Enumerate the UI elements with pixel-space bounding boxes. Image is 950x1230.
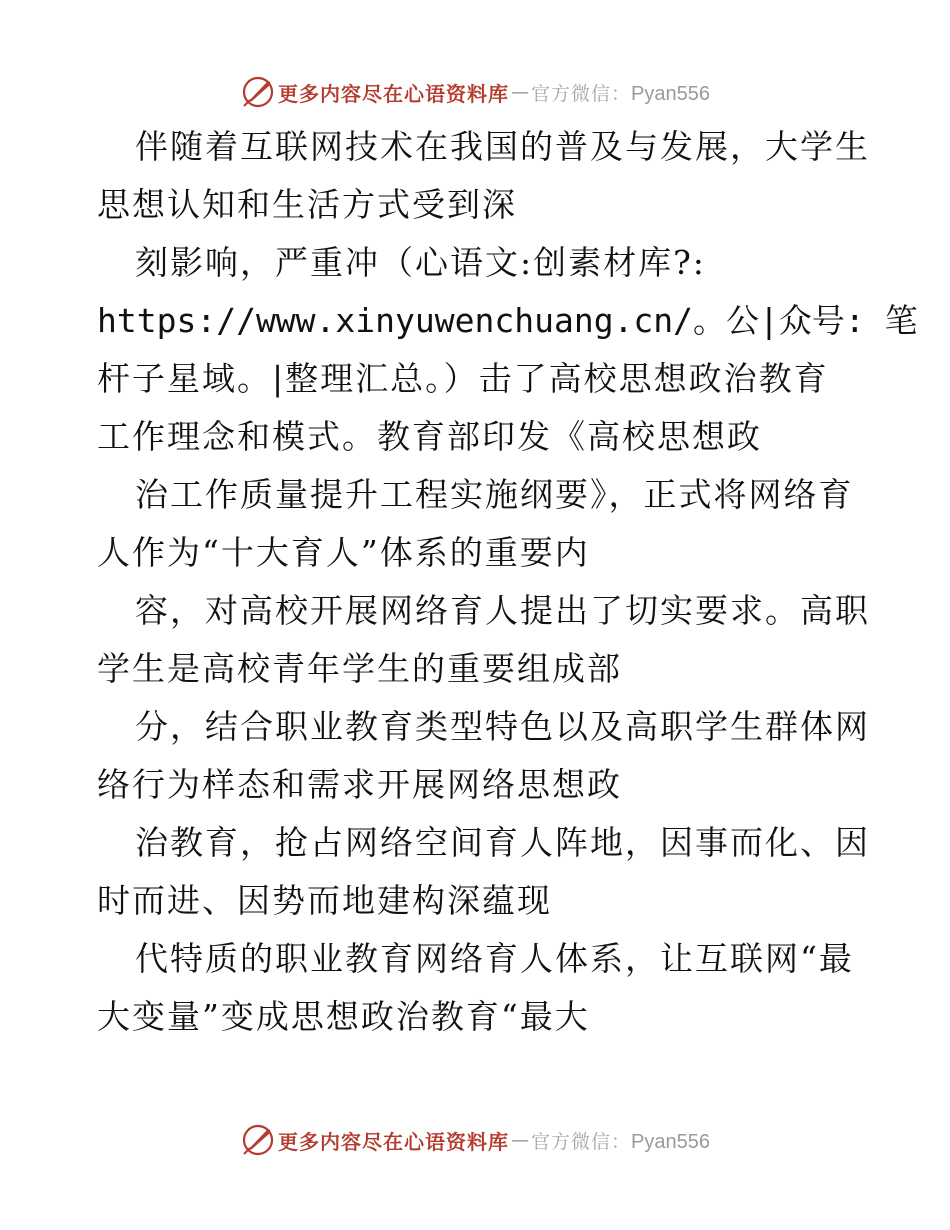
document-body [97,118,918,1046]
text-line: 分，结合职业教育类型特色以及高职学生群体网 [135,707,870,746]
text-line: 代特质的职业教育网络育人体系，让互联网“最 [135,939,854,978]
banner-wechat [531,1127,710,1154]
text-line: 络行为样态和需求开展网络思想政 [97,765,622,804]
text-line: 思想认知和生活方式受到深 [97,185,517,224]
text-line: 治教育，抢占网络空间育人阵地，因事而化、因 [135,823,870,862]
text-line-url: https://www.xinyuwenchuang.cn/。公|众号: 笔 [97,301,918,340]
text-line: 人作为“十大育人”体系的重要内 [97,533,590,572]
banner-wechat-id: Pyan556 [631,82,710,105]
footer-banner [0,1120,950,1160]
text-line: 工作理念和模式。教育部印发《高校思想政 [97,417,762,456]
banner-separator: — [511,1129,529,1151]
text-line: 大变量”变成思想政治教育“最大 [97,997,590,1036]
banner-wechat-label: 官方微信： [531,82,632,105]
quill-logo-icon [240,74,276,110]
banner-title: 更多内容尽在心语资料库 [278,1129,509,1154]
text-line: 杆子星域。|整理汇总。）击了高校思想政治教育 [97,359,829,398]
text-line: 容，对高校开展网络育人提出了切实要求。高职 [135,591,870,630]
text-line: 刻影响，严重冲（心语文:创素材库?: [135,243,706,282]
text-line: 学生是高校青年学生的重要组成部 [97,649,622,688]
banner-title: 更多内容尽在心语资料库 [278,81,509,106]
banner-wechat-id: Pyan556 [631,1130,710,1153]
banner-wechat-label: 官方微信： [531,1130,632,1153]
text-line: 时而进、因势而地建构深蕴现 [97,881,552,920]
banner-separator: — [511,81,529,103]
text-line: 治工作质量提升工程实施纲要》，正式将网络育 [135,475,854,514]
header-banner [0,72,950,112]
banner-wechat [531,79,710,106]
quill-logo-icon [240,1122,276,1158]
text-line: 伴随着互联网技术在我国的普及与发展，大学生 [135,127,870,166]
